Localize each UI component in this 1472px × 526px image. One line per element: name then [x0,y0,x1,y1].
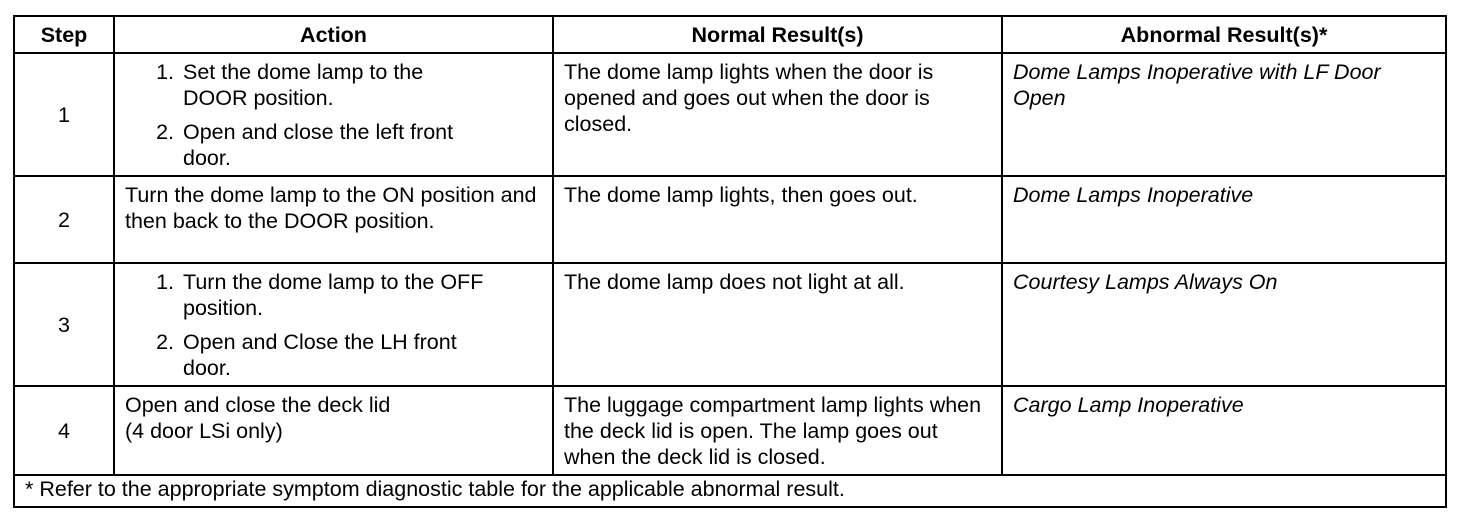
footnote: * Refer to the appropriate symptom diagnostic table for the applicable abnormal result. [14,475,1446,507]
action-cell [114,386,553,475]
table-row [14,53,1446,176]
action-item-text: Open and Close the LH front door. [183,330,457,380]
action-cell [114,263,553,386]
action-item-text: Set the dome lamp to the DOOR position. [183,60,424,110]
action-list-item [125,119,542,171]
abnormal-result-cell [1002,176,1446,263]
table-row [14,263,1446,386]
step-number: 2 [14,176,114,263]
normal-result-text: The dome lamp does not light at all. [564,270,905,294]
action-list-item [125,59,542,111]
action-list-item [125,269,542,321]
action-item-number: 1. [156,270,174,294]
header-abnormal-results: Abnormal Result(s)* [1002,16,1446,53]
abnormal-result-link[interactable]: Dome Lamps Inoperative with LF Door Open [1013,60,1381,110]
action-cell [114,53,553,176]
normal-result-cell [553,176,1002,263]
diagnostic-table-container [13,15,1445,508]
action-list-item [125,329,542,381]
action-cell [114,176,553,263]
header-normal-results: Normal Result(s) [553,16,1002,53]
header-action: Action [114,16,553,53]
action-item-number: 1. [156,60,174,84]
normal-result-text: The dome lamp lights when the door is opened and goes out when the door is closed. [564,60,934,136]
abnormal-result-link[interactable]: Cargo Lamp Inoperative [1013,393,1244,417]
step-number: 4 [14,386,114,475]
action-list [125,59,542,171]
action-text-line-1: Open and close the deck lid [125,393,391,417]
action-text-line-2: (4 door LSi only) [125,419,283,443]
normal-result-text: The dome lamp lights, then goes out. [564,183,918,207]
action-list [125,269,542,381]
header-step: Step [14,16,114,53]
action-item-number: 2. [156,330,174,354]
abnormal-result-link[interactable]: Courtesy Lamps Always On [1013,270,1278,294]
action-text: Turn the dome lamp to the ON position and then back to the DOOR position. [125,183,537,233]
step-number: 3 [14,263,114,386]
footnote-row [14,475,1446,507]
header-row [14,16,1446,53]
action-item-text: Turn the dome lamp to the OFF position. [183,270,484,320]
table-row [14,386,1446,475]
normal-result-cell [553,263,1002,386]
normal-result-cell [553,386,1002,475]
normal-result-cell [553,53,1002,176]
abnormal-result-cell [1002,386,1446,475]
step-number: 1 [14,53,114,176]
normal-result-text: The luggage compartment lamp lights when the deck lid is open. The lamp goes out when the deck lid is closed. [564,393,982,469]
action-item-text: Open and close the left front door. [183,120,454,170]
diagnostic-table [13,15,1447,508]
abnormal-result-cell [1002,263,1446,386]
abnormal-result-link[interactable]: Dome Lamps Inoperative [1013,183,1254,207]
table-row [14,176,1446,263]
abnormal-result-cell [1002,53,1446,176]
action-item-number: 2. [156,120,174,144]
